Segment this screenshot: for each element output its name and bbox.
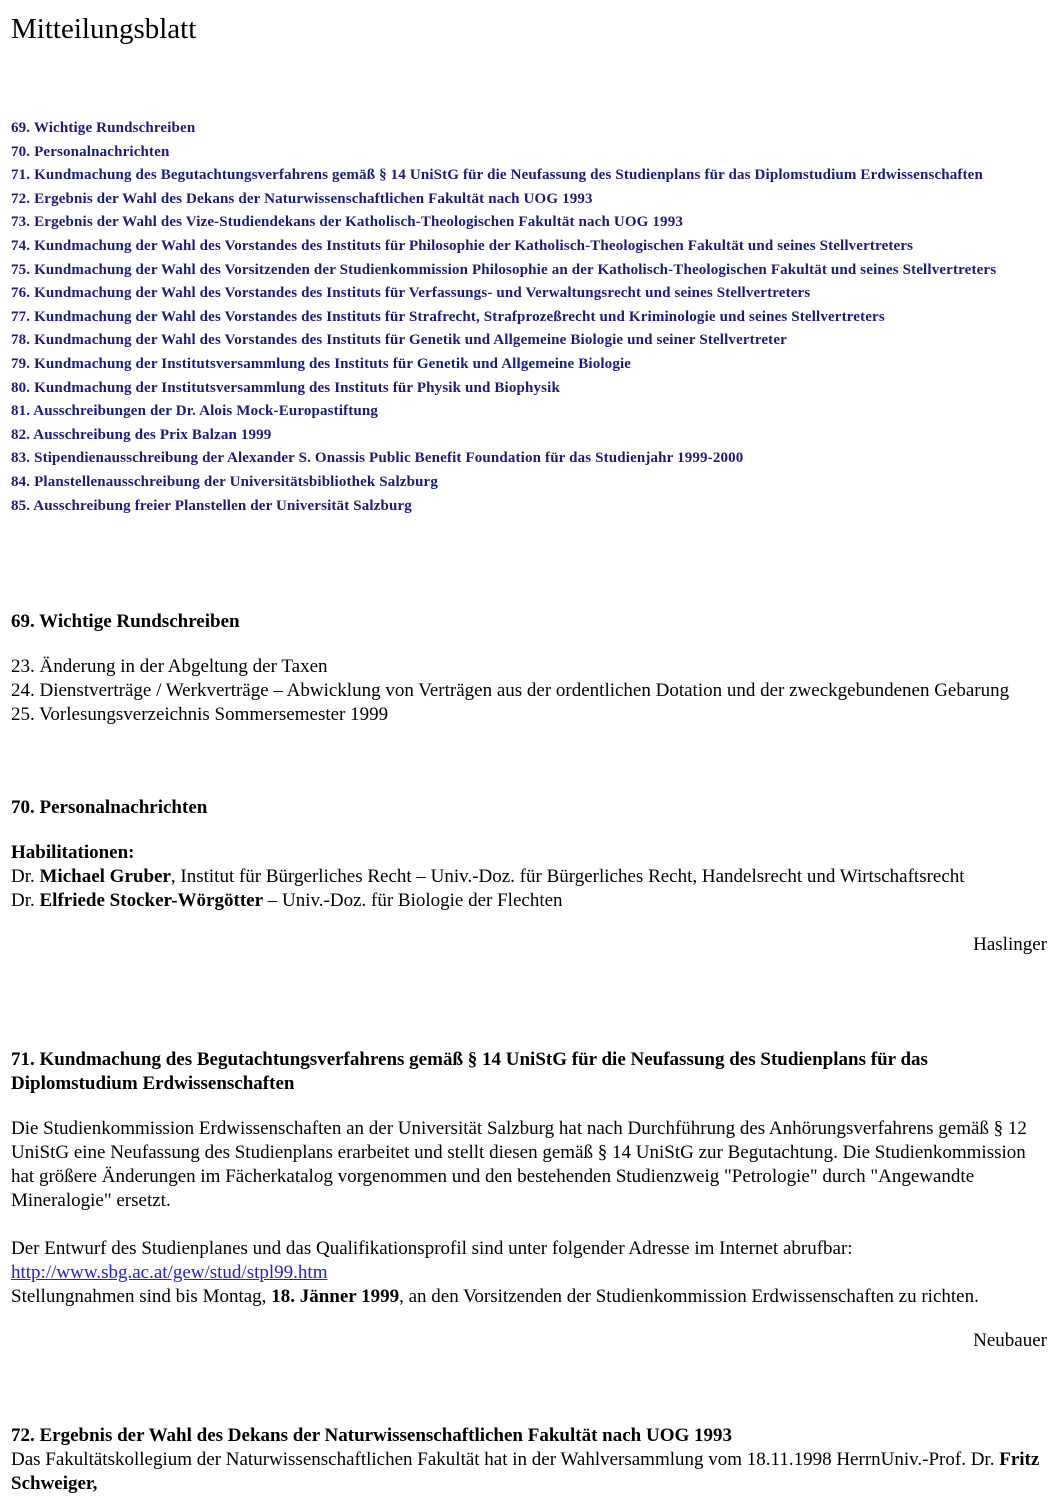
section-heading: 71. Kundmachung des Begutachtungsverfahrens gemäß § 14 UniStG für die Neufassung des Studienplans für das Diplomstudium Erdwissenschaften (11, 1049, 928, 1094)
toc-link-76[interactable]: 76. Kundmachung der Wahl des Vorstandes des Instituts für Verfassungs- und Verwaltungsrecht und seines Stellvertreters (11, 285, 811, 302)
toc-link-81[interactable]: 81. Ausschreibungen der Dr. Alois Mock-Europastiftung (11, 403, 379, 420)
signature: Haslinger (973, 934, 1047, 955)
circular-item: 23. Änderung in der Abgeltung der Taxen (11, 656, 328, 677)
paragraph-intro: Der Entwurf des Studienplanes und das Qualifikationsprofil sind unter folgender Adresse im Internet abrufbar: (11, 1238, 853, 1259)
deadline-text (11, 1285, 1051, 1309)
toc-link-75[interactable]: 75. Kundmachung der Wahl des Vorsitzenden der Studienkommission Philosophie an der Katholisch-Theologischen Fakultät und seines Stellvertreters (11, 261, 997, 278)
person-name: Michael Gruber (39, 866, 171, 887)
entry-detail: , Institut für Bürgerliches Recht – Univ.-Doz. für Bürgerliches Recht, Handelsrecht und Wirtschaftsrecht (170, 866, 965, 887)
section-72 (11, 1424, 1051, 1496)
habilitation-entry (11, 889, 1051, 913)
toc-link-69[interactable]: 69. Wichtige Rundschreiben (11, 120, 196, 136)
toc-link-79[interactable]: 79. Kundmachung der Institutsversammlung des Instituts für Genetik und Allgemeine Biologie (11, 355, 632, 372)
paragraph: Die Studienkommission Erdwissenschaften an der Universität Salzburg hat nach Durchführung des Anhörungsverfahrens gemäß § 12 UniStG eine Neufassung des Studienplans erarbeitet und stellt diesen gemäß § 14 UniStG zur Begutachtung. Die Studienkommission hat größere Änderungen im Fächerkatalog vorgenommen und den bestehenden Studienzweig "Petrologie" durch "Angewandte Mineralogie" ersetzt. (11, 1118, 1027, 1211)
person-name: Elfriede Stocker-Wörgötter (39, 890, 264, 911)
entry-prefix: Dr. (11, 866, 40, 887)
toc-link-70[interactable]: 70. Personalnachrichten (11, 143, 170, 160)
paragraph (11, 1448, 1051, 1496)
toc-link-80[interactable]: 80. Kundmachung der Institutsversammlung des Instituts für Physik und Biophysik (11, 379, 560, 396)
deadline-pre: Stellungnahmen sind bis Montag, (11, 1286, 272, 1307)
habilitation-entry (11, 865, 1051, 889)
entry-detail: – Univ.-Doz. für Biologie der Flechten (263, 890, 563, 911)
toc-link-74[interactable]: 74. Kundmachung der Wahl des Vorstandes des Instituts für Philosophie der Katholisch-Theologischen Fakultät und seines Stellvertreters (11, 237, 914, 254)
toc-link-77[interactable]: 77. Kundmachung der Wahl des Vorstandes des Instituts für Strafrecht, Strafprozeßrecht und Kriminologie und seines Stellvertreters (11, 308, 885, 325)
section-heading: 70. Personalnachrichten (11, 797, 208, 818)
paragraph-text: Das Fakultätskollegium der Naturwissenschaftlichen Fakultät hat in der Wahlversammlung vom 18.11.1998 HerrnUniv.-Prof. Dr. (11, 1449, 1000, 1470)
entry-prefix: Dr. (11, 890, 40, 911)
circular-item: 24. Dienstverträge / Werkverträge – Abwicklung von Verträgen aus der ordentlichen Dotation und der zweckgebundenen Gebarung (11, 680, 1010, 701)
toc-link-73[interactable]: 73. Ergebnis der Wahl des Vize-Studiendekans der Katholisch-Theologischen Fakultät nach UOG 1993 (11, 214, 683, 231)
table-of-contents (11, 117, 1051, 518)
page-title: Mitteilungsblatt (11, 13, 197, 45)
paragraph (11, 1237, 1051, 1309)
section-heading: 69. Wichtige Rundschreiben (11, 611, 240, 632)
signature: Neubauer (973, 1330, 1047, 1351)
studienplan-url-link[interactable]: http://www.sbg.ac.at/gew/stud/stpl99.htm (11, 1262, 328, 1283)
habilitation-subheading: Habilitationen: (11, 842, 135, 863)
toc-link-78[interactable]: 78. Kundmachung der Wahl des Vorstandes des Instituts für Genetik und Allgemeine Biologie und seiner Stellvertreter (11, 332, 787, 349)
circular-list (11, 655, 1051, 727)
deadline-post: , an den Vorsitzenden der Studienkommission Erdwissenschaften zu richten. (399, 1286, 979, 1307)
toc-link-82[interactable]: 82. Ausschreibung des Prix Balzan 1999 (11, 426, 272, 443)
toc-link-85[interactable]: 85. Ausschreibung freier Planstellen der Universität Salzburg (11, 497, 412, 514)
person-name: Fritz Schweiger, (11, 1449, 1040, 1494)
section-70 (11, 796, 1051, 957)
toc-link-71[interactable]: 71. Kundmachung des Begutachtungsverfahrens gemäß § 14 UniStG für die Neufassung des Studienplans für das Diplomstudium Erdwissenschaften (11, 167, 983, 184)
deadline-date: 18. Jänner 1999 (271, 1286, 400, 1307)
toc-link-84[interactable]: 84. Planstellenausschreibung der Universitätsbibliothek Salzburg (11, 473, 439, 490)
habilitation-list (11, 841, 1051, 913)
toc-link-72[interactable]: 72. Ergebnis der Wahl des Dekans der Naturwissenschaftlichen Fakultät nach UOG 1993 (11, 190, 593, 207)
section-heading: 72. Ergebnis der Wahl des Dekans der Naturwissenschaftlichen Fakultät nach UOG 1993 (11, 1425, 733, 1446)
section-71 (11, 1048, 1051, 1353)
toc-link-83[interactable]: 83. Stipendienausschreibung der Alexander S. Onassis Public Benefit Foundation für das Studienjahr 1999-2000 (11, 450, 744, 467)
circular-item: 25. Vorlesungsverzeichnis Sommersemester 1999 (11, 704, 389, 725)
section-69 (11, 610, 1051, 727)
